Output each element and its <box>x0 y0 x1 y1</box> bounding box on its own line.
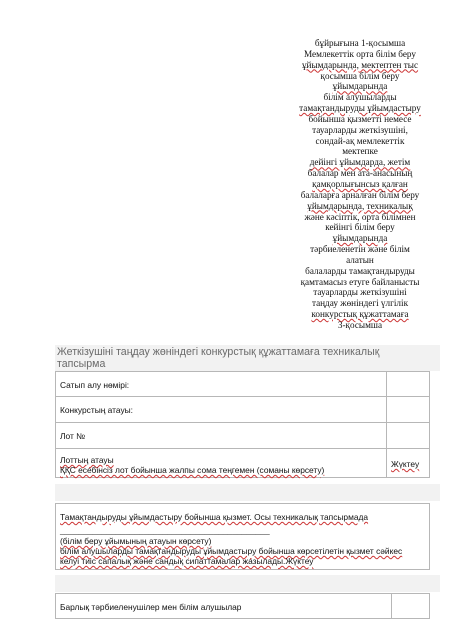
header-line-text: ұйымдарында, техникалық <box>307 200 413 211</box>
header-line: тауарларды жеткізушіні <box>313 287 407 298</box>
organization-name-underline: _____________________________________________ <box>60 525 270 535</box>
header-line <box>290 81 430 92</box>
header-line: бұйрығына 1-қосымша <box>314 38 406 48</box>
header-line: тауарларды жеткізушіні, <box>312 124 408 135</box>
header-line <box>290 233 430 244</box>
service-description-line-1 <box>60 512 368 522</box>
header-line-text: қамқорлығынсыз қалған <box>312 178 408 189</box>
header-line <box>290 103 430 114</box>
organization-name-hint-text: (білім беру ұйымының атауын көрсету) <box>60 536 212 546</box>
header-line: мектепке <box>342 146 378 157</box>
service-description-line-4 <box>60 556 314 566</box>
lot-name-label <box>60 455 114 465</box>
lot-name-text: Лоттың атауы <box>60 455 114 465</box>
all-students-label: Барлық тәрбиеленушілер мен білім алушылар <box>60 602 242 612</box>
service-line-1-text: Тамақтандыруды ұйымдастыру бойынша қызмет. Осы техникалық тапсырмада <box>60 512 369 522</box>
header-line: білім алушыларды <box>323 92 397 103</box>
header-line <box>290 60 430 71</box>
header-line-text: ұйымдарында <box>332 81 388 92</box>
header-line-text: дейінгі ұйымдарда, жетім <box>309 157 411 168</box>
annex-header <box>290 38 430 331</box>
header-line: балаларға арналған білім беру <box>300 189 420 200</box>
service-description-line-3 <box>60 546 402 556</box>
header-line: тәрбиеленетін және білім <box>310 244 410 255</box>
header-line: кейінгі білім беру <box>325 222 395 233</box>
lot-total-text: ҚҚС есебінсіз лот бойынша жалпы сома теңгемен (соманы көрсету) <box>60 465 325 475</box>
header-line-text: ұйымдарында, мектептен тыс <box>301 59 419 70</box>
section-title-line-1: Жеткізушіні таңдау жөніндегі конкурстық құжаттамаға техникалық <box>57 346 380 358</box>
header-line-text: тамақтандыруды ұйымдастыру <box>299 103 421 114</box>
service-line-4-text: келуі тиіс сапалық және сандық сипаттамалар жазылады.Жүктеу <box>60 556 314 566</box>
header-line-text: ұйымдарында <box>332 233 388 244</box>
service-line-3-text: білім алушыларды тамақтандыруды ұйымдастыру бойынша көрсетілетін қызмет сәйкес <box>60 546 403 556</box>
section-title-line-2: тапсырма <box>57 358 106 370</box>
header-line: балаларды тамақтандыруды <box>305 265 415 276</box>
header-line: қамтамасыз етуге байланысты <box>300 276 420 287</box>
separator-strip <box>55 484 440 501</box>
header-line: қосымша білім беру <box>320 70 400 81</box>
header-line <box>290 179 430 190</box>
header-line-text: конкурстық құжаттамаға <box>311 309 409 320</box>
organization-name-hint <box>60 536 211 546</box>
competition-name-label: Конкурстың атауы: <box>60 405 133 415</box>
lot-total-label <box>60 465 324 475</box>
header-line <box>290 201 430 212</box>
section-title <box>55 345 440 371</box>
header-line <box>290 157 430 168</box>
upload-button[interactable] <box>391 459 419 469</box>
upload-button-label: Жүктеу <box>391 459 420 469</box>
header-line: Мемлекеттік орта білім беру <box>304 48 416 59</box>
header-line: 3-қосымша <box>337 319 383 330</box>
purchase-number-label: Сатып алу нөмірі: <box>60 380 130 390</box>
header-line: таңдау жөніндегі үлгілік <box>311 298 409 309</box>
header-line: алатын <box>346 254 374 265</box>
header-line <box>290 309 430 320</box>
header-line: балалар мен ата-анасының <box>307 168 413 179</box>
header-line: сондай-ақ мемлекеттік <box>315 135 405 146</box>
header-line: бойынша қызметті немесе <box>308 113 412 124</box>
lot-number-label: Лот № <box>60 431 86 441</box>
separator-strip-2 <box>55 575 440 592</box>
header-line: және кәсіптік, орта білімнен <box>304 211 416 222</box>
